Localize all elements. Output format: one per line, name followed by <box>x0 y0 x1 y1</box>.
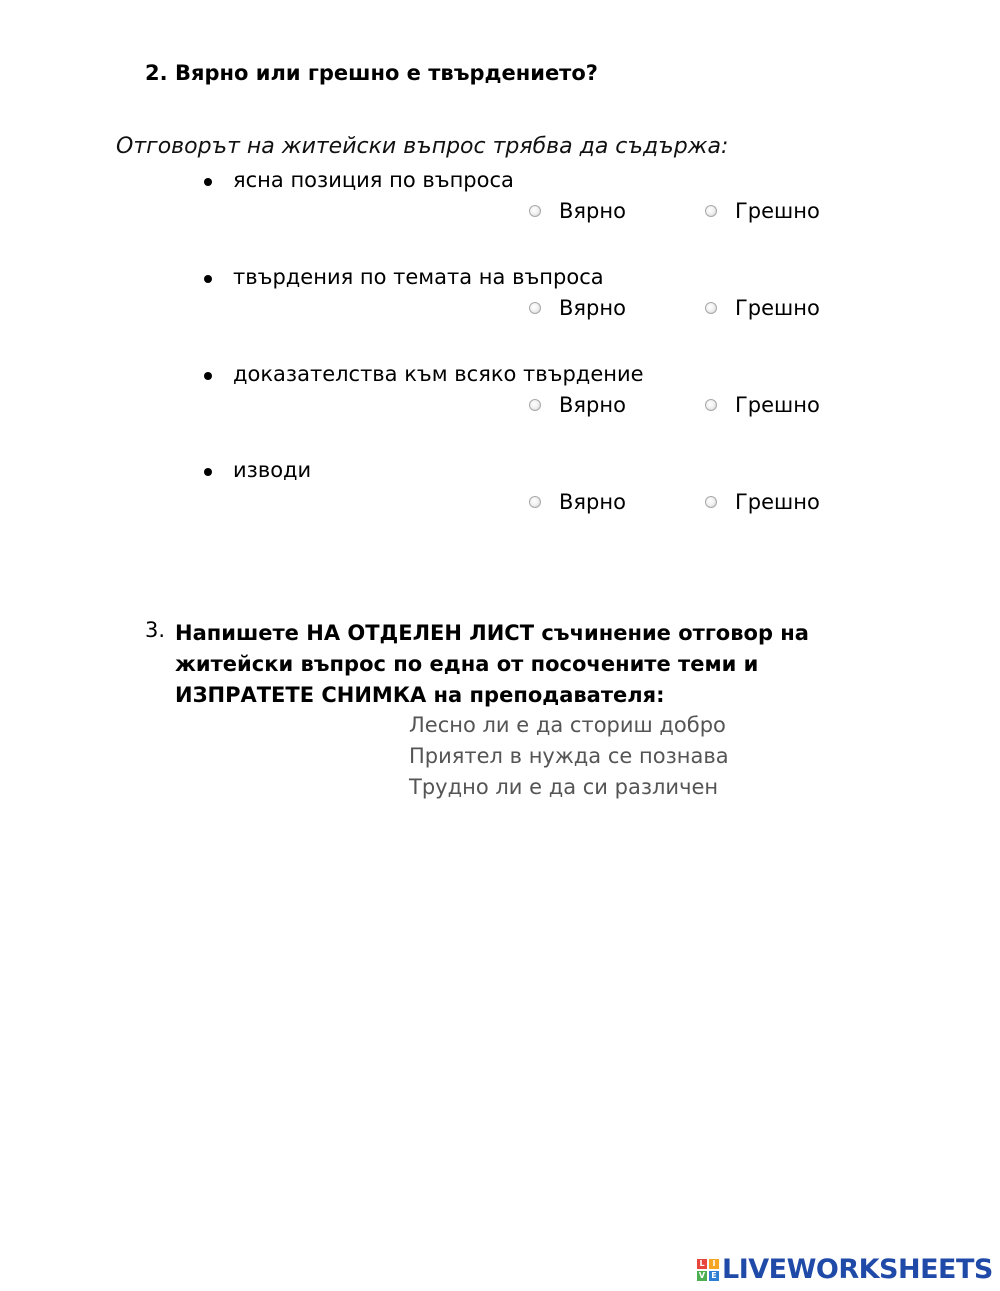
logo-letter-e: E <box>709 1271 719 1281</box>
logo-text: LIVEWORKSHEETS <box>722 1254 993 1285</box>
logo-letter-v: V <box>698 1270 706 1280</box>
true-label: Вярно <box>559 296 626 320</box>
statement-4-true-option[interactable] <box>529 490 626 514</box>
topic-2: Приятел в нужда се познава <box>409 744 729 768</box>
radio-button-icon[interactable] <box>705 302 717 314</box>
bullet-icon <box>204 178 212 186</box>
liveworksheets-logo <box>697 1254 993 1285</box>
question-3-text: Напишете НА ОТДЕЛЕН ЛИСТ съчинение отговор на житейски въпрос по една от посочените теми и ИЗПРАТЕТЕ СНИМКА на преподавателя: <box>175 621 809 707</box>
radio-button-icon[interactable] <box>529 205 541 217</box>
statement-2-true-option[interactable] <box>529 296 626 320</box>
radio-button-icon[interactable] <box>705 496 717 508</box>
statement-4-false-option[interactable] <box>705 490 820 514</box>
true-label: Вярно <box>559 393 626 417</box>
logo-letter-i: I <box>709 1259 719 1269</box>
false-label: Грешно <box>735 296 820 320</box>
statement-1-false-option[interactable] <box>705 199 820 223</box>
bullet-icon <box>204 372 212 380</box>
logo-blocks-icon <box>697 1259 719 1281</box>
true-label: Вярно <box>559 490 626 514</box>
bullet-icon <box>204 468 212 476</box>
statement-4-text: изводи <box>233 458 312 482</box>
statement-2-text: твърдения по темата на въпроса <box>233 265 604 289</box>
radio-button-icon[interactable] <box>705 205 717 217</box>
radio-button-icon[interactable] <box>529 496 541 508</box>
radio-button-icon[interactable] <box>529 302 541 314</box>
question-3-number: 3. <box>145 618 166 642</box>
radio-button-icon[interactable] <box>529 399 541 411</box>
question-2-number: 2. <box>145 61 168 85</box>
logo-letter-l: L <box>697 1259 707 1269</box>
topic-1: Лесно ли е да сториш добро <box>409 713 726 737</box>
false-label: Грешно <box>735 393 820 417</box>
false-label: Грешно <box>735 490 820 514</box>
bullet-icon <box>204 275 212 283</box>
true-label: Вярно <box>559 199 626 223</box>
question-2-intro: Отговорът на житейски въпрос трябва да съдържа: <box>116 134 729 159</box>
statement-3-text: доказателства към всяко твърдение <box>233 362 644 386</box>
radio-button-icon[interactable] <box>705 399 717 411</box>
statement-3-false-option[interactable] <box>705 393 820 417</box>
false-label: Грешно <box>735 199 820 223</box>
statement-3-true-option[interactable] <box>529 393 626 417</box>
statement-1-true-option[interactable] <box>529 199 626 223</box>
question-2-title: Вярно или грешно е твърдението? <box>175 61 598 85</box>
statement-2-false-option[interactable] <box>705 296 820 320</box>
topic-3: Трудно ли е да си различен <box>409 775 719 799</box>
statement-1-text: ясна позиция по въпроса <box>233 168 514 192</box>
